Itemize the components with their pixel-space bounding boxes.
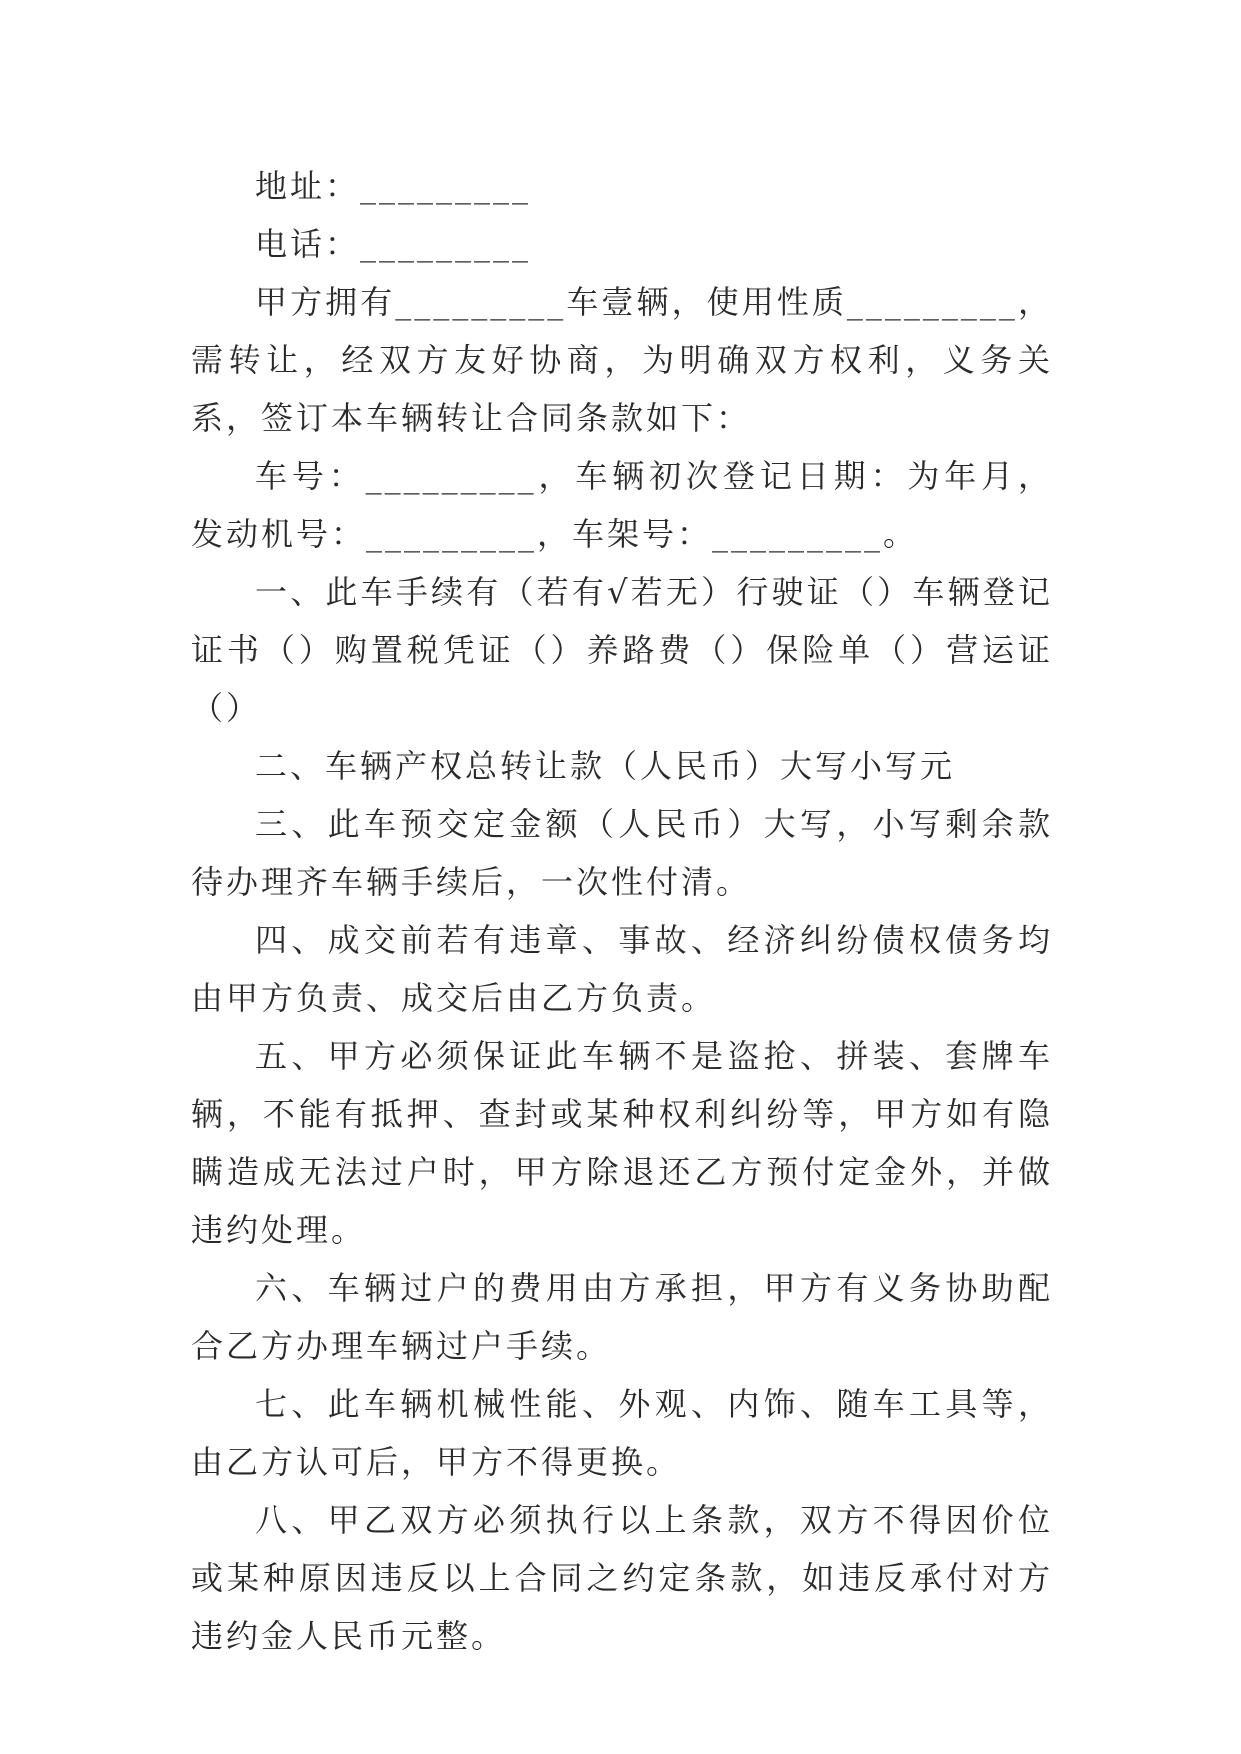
clause-1: 一、此车手续有（若有√若无）行驶证（）车辆登记证书（）购置税凭证（）养路费（）保险单（）营运证（） xyxy=(191,573,1053,727)
intro-paragraph: 甲方拥有_________车壹辆，使用性质_________，需转让，经双方友好协商，为明确双方权利，义务关系，签订本车辆转让合同条款如下： xyxy=(191,283,1053,437)
clause-4: 四、成交前若有违章、事故、经济纠纷债权债务均由甲方负责、成交后由乙方负责。 xyxy=(191,921,1053,1017)
clause-2: 二、车辆产权总转让款（人民币）大写小写元 xyxy=(255,747,956,785)
clause-7: 七、此车辆机械性能、外观、内饰、随车工具等，由乙方认可后，甲方不得更换。 xyxy=(191,1385,1053,1481)
phone-line: 电话：_________ xyxy=(255,225,532,263)
clause-3: 三、此车预交定金额（人民币）大写，小写剩余款待办理齐车辆手续后，一次性付清。 xyxy=(191,805,1053,901)
address-line: 地址：_________ xyxy=(255,167,532,205)
vehicle-info-paragraph: 车号：_________，车辆初次登记日期：为年月，发动机号：_________，车架号：_________。 xyxy=(191,457,1053,553)
clause-6: 六、车辆过户的费用由方承担，甲方有义务协助配合乙方办理车辆过户手续。 xyxy=(191,1269,1053,1365)
clause-5: 五、甲方必须保证此车辆不是盗抢、拼装、套牌车辆，不能有抵押、查封或某种权利纠纷等，甲方如有隐瞒造成无法过户时，甲方除退还乙方预付定金外，并做违约处理。 xyxy=(191,1037,1053,1249)
clause-8: 八、甲乙双方必须执行以上条款，双方不得因价位或某种原因违反以上合同之约定条款，如违反承付对方违约金人民币元整。 xyxy=(191,1501,1053,1655)
contract-body xyxy=(191,157,1053,1665)
